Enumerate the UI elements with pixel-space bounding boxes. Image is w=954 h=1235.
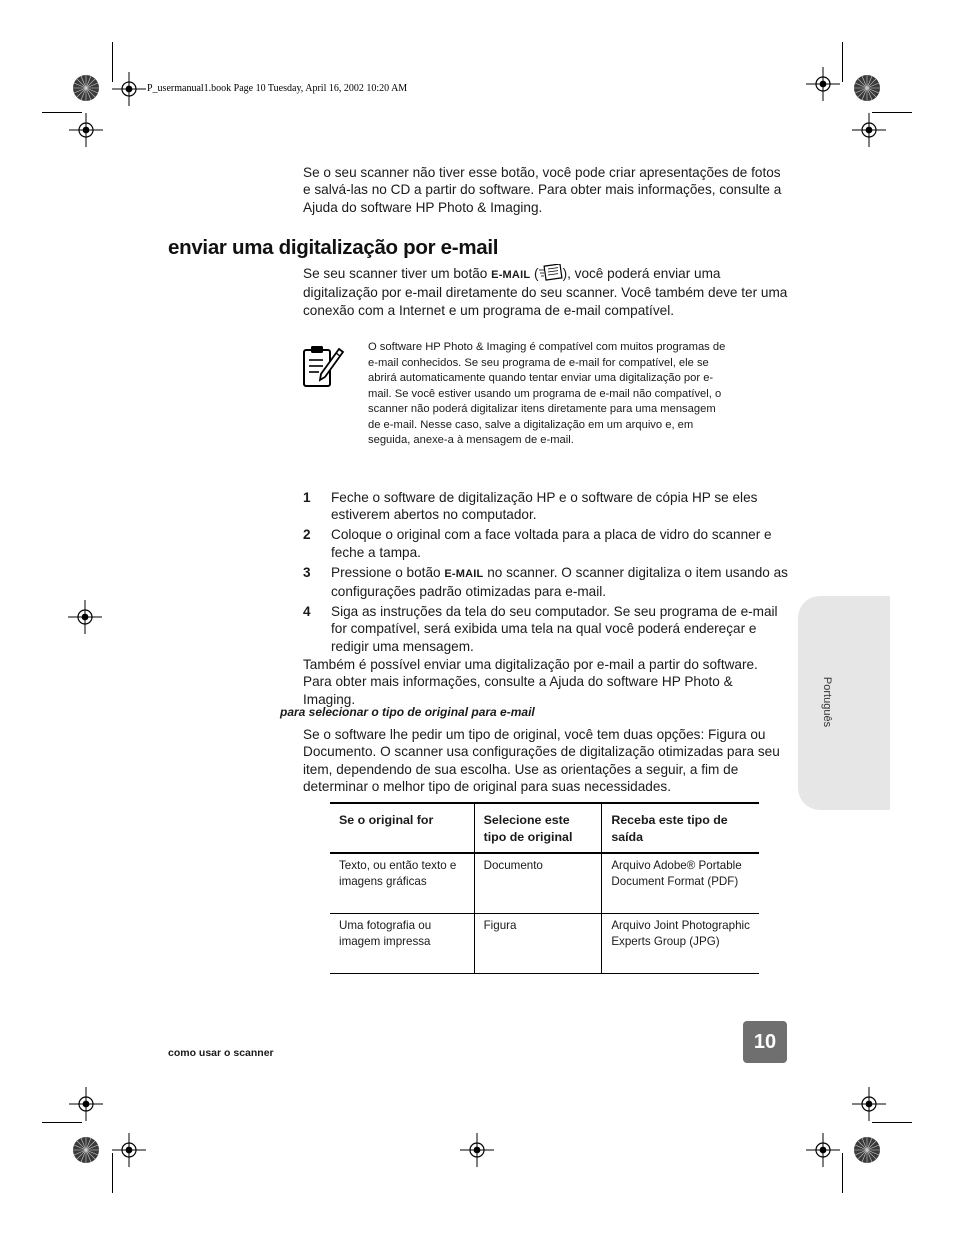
table-row [330,914,759,974]
table-row [330,853,759,914]
step-number: 1 [303,490,311,505]
registration-mark-icon [68,600,102,634]
registration-mark-icon [852,113,886,147]
registration-mark-icon [69,113,103,147]
registration-mark-icon [69,1087,103,1121]
subsection-paragraph: Se o software lhe pedir um tipo de original, você tem duas opções: Figura ou Documento. O scanner usa configurações de digitalização otimizadas para seu item, dependendo de sua escolha. Use as orientações a seguir, a fim de determinar o melhor tipo de original para suas necessidades. [303,727,780,795]
original-type-table [330,802,759,974]
table-cell: Uma fotografia ou imagem impressa [330,914,474,974]
registration-mark-icon [112,1133,146,1167]
language-tab-label: Português [821,676,833,728]
step-text: Feche o software de digitalização HP e o software de cópia HP se eles estiverem abertos no computador. [331,490,758,523]
step-number: 4 [303,603,311,619]
table-cell: Figura [474,914,602,974]
table-header-row [330,803,759,853]
list-item [303,489,788,524]
text-fragment: no scanner. O scanner digitaliza o item usando as configurações padrão otimizadas para e-mail. [331,564,788,600]
book-file-info: P_usermanual1.book Page 10 Tuesday, April 16, 2002 10:20 AM [147,83,408,94]
text-fragment: ), você poderá enviar uma digitalização por e-mail diretamente do seu scanner. Você também deve ter uma conexão com a Internet e um programa de e-mail compatível. [303,266,788,318]
table-cell: Documento [474,853,602,914]
step-text: Coloque o original com a face voltada para a placa de vidro do scanner e feche a tampa. [331,527,772,560]
registration-mark-icon [806,67,840,101]
intro-paragraph: Se o seu scanner não tiver esse botão, você pode criar apresentações de fotos e salvá-las no CD a partir do software. Para obter mais informações, consulte a Ajuda do software HP Photo & Imaging. [303,165,782,215]
table-cell: Texto, ou então texto e imagens gráficas [330,853,474,914]
column-header: Receba este tipo de saída [602,803,759,853]
section-intro-paragraph [303,264,788,319]
table-cell: Arquivo Joint Photographic Experts Group (JPG) [602,914,759,974]
alternative-paragraph: Também é possível enviar uma digitalização por e-mail a partir do software. Para obter mais informações, consulte a Ajuda do software HP Photo & Imaging. [303,657,758,707]
list-item [303,564,788,601]
language-tab [798,596,890,810]
registration-mark-icon [112,72,146,106]
footer-section-name: como usar o scanner [168,1047,274,1059]
text-fragment: Se seu scanner tiver um botão [303,266,492,281]
note-pad-icon [301,343,347,389]
registration-mark-icon [460,1133,494,1167]
starburst-mark-icon [853,1136,881,1164]
registration-mark-icon [806,1133,840,1167]
list-item [303,526,788,561]
registration-mark-icon [852,1087,886,1121]
starburst-mark-icon [72,74,100,102]
note-text: O software HP Photo & Imaging é compatível com muitos programas de e-mail conhecidos. Se seu programa de e-mail for compatível, ele se abrirá automaticamente quando tentar enviar uma digitalização por e-mail. Se você estiver usando um programa de e-mail não compatível, o scanner não poderá digitalizar itens diretamente para uma mensagem de e-mail. Nesse caso, salve a digitalização em um arquivo e, em seguida, anexe-a à mensagem de e-mail. [368,341,726,446]
section-title: enviar uma digitalização por e-mail [168,236,499,259]
text-fragment: ( [530,266,539,281]
subsection-title: para selecionar o tipo de original para e-mail [280,705,535,719]
text-fragment: Pressione o botão [331,564,445,580]
column-header: Se o original for [330,803,474,853]
table-cell: Arquivo Adobe® Portable Document Format (PDF) [602,853,759,914]
step-text: Siga as instruções da tela do seu computador. Se seu programa de e-mail for compatível, será exibida uma tela na qual você poderá endereçar e redigir uma mensagem. [331,603,778,654]
email-button-label: E-MAIL [444,567,484,580]
steps-list [303,489,788,658]
email-button-icon [539,264,563,281]
page-number: 10 [743,1021,787,1063]
column-header: Selecione este tipo de original [474,803,602,853]
list-item [303,603,788,655]
step-number: 2 [303,527,311,543]
starburst-mark-icon [72,1136,100,1164]
step-number: 3 [303,564,311,580]
starburst-mark-icon [853,74,881,102]
email-button-label: E-MAIL [491,269,531,281]
step-text [331,564,788,601]
